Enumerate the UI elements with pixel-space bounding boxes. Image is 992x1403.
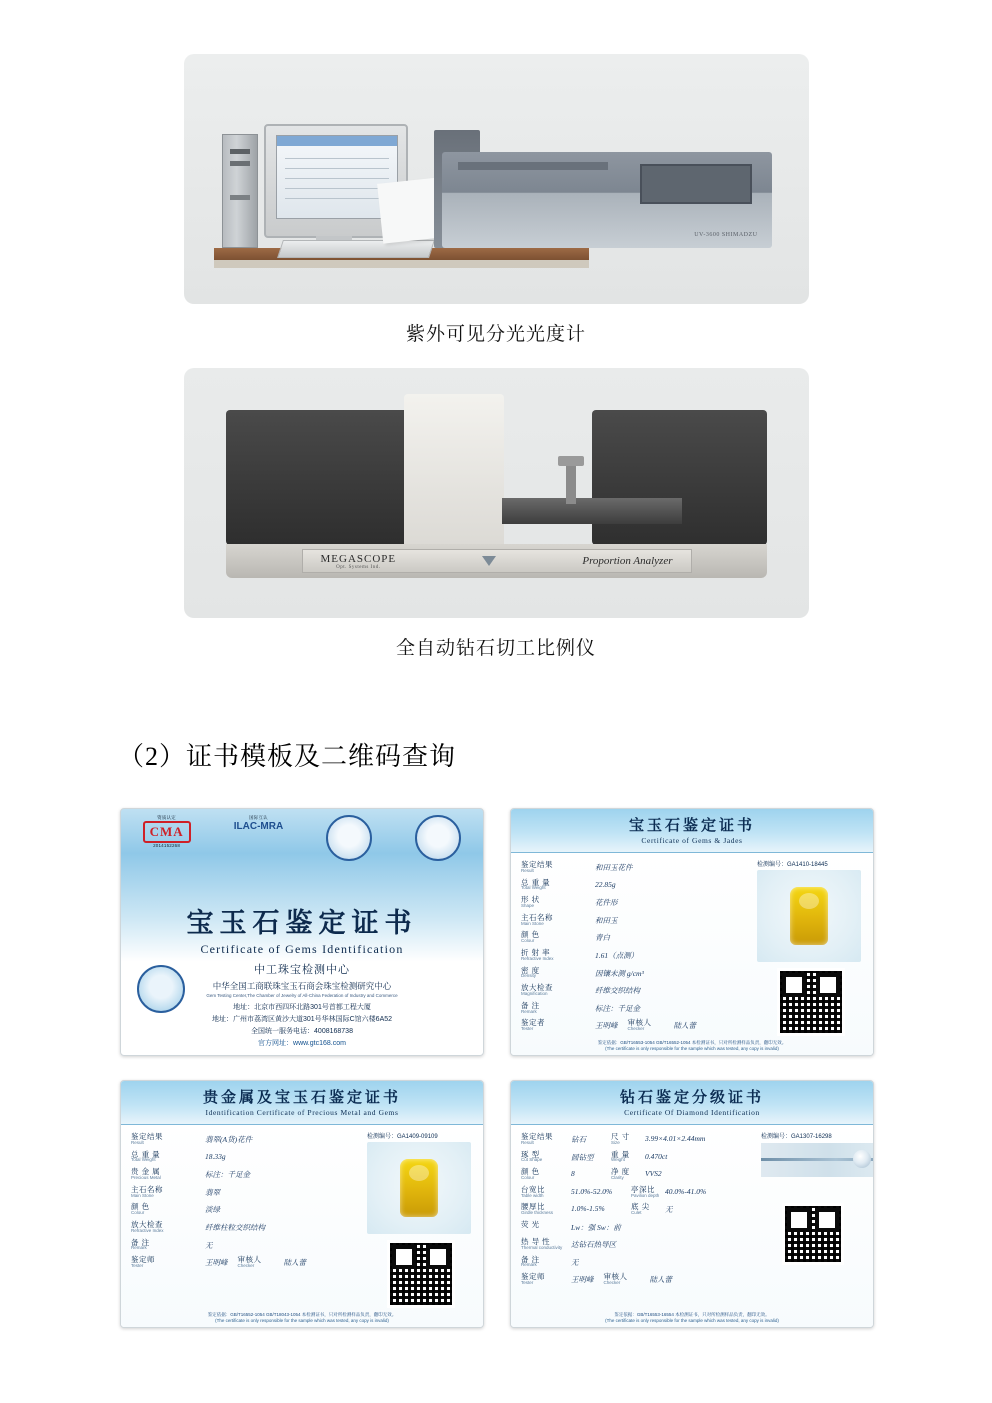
cert2-value-remark: 标注：千足金 bbox=[595, 1003, 640, 1013]
cert4-label-size-en: Size bbox=[611, 1139, 620, 1145]
cert2-body bbox=[511, 853, 873, 1055]
analyzer-sample-post bbox=[566, 464, 576, 504]
cert2-value-checker: 陆人蕾 bbox=[673, 1021, 696, 1031]
cert3-body bbox=[121, 1125, 483, 1327]
cert4-label-weight-en: Weight bbox=[611, 1157, 625, 1163]
cert4-header bbox=[511, 1081, 873, 1125]
cert3-row-magnification bbox=[131, 1221, 367, 1234]
certificate-precious-metal bbox=[120, 1080, 484, 1328]
cert4-label-remark-en: Remark bbox=[521, 1262, 537, 1268]
cert2-row-ri bbox=[521, 949, 749, 962]
keyboard bbox=[277, 240, 435, 258]
cert4-value-culet: 无 bbox=[665, 1205, 673, 1215]
cnas-seal-icon-1 bbox=[326, 815, 372, 861]
cert2-fields bbox=[521, 861, 749, 1037]
cert4-value-table: 51.0%-52.0% bbox=[571, 1186, 613, 1196]
cert4-sample-photo bbox=[761, 1143, 874, 1177]
cert3-label-checker: 审核人 bbox=[237, 1255, 262, 1265]
certificate-diamond bbox=[510, 1080, 874, 1328]
diamond-icon bbox=[482, 556, 496, 566]
cert4-label-table-en: Table width bbox=[521, 1192, 544, 1198]
cert2-label-density: 密 度 bbox=[521, 965, 540, 975]
cert3-footer-cn: 鉴定依据：GB/T16552-1054 GB/T18043-1054 本检测证书，只对所检测样品负责，翻印无效。 bbox=[207, 1312, 397, 1317]
diamond-stone-image bbox=[853, 1150, 871, 1168]
cert4-value-tester: 王明峰 bbox=[571, 1275, 594, 1285]
cert4-label-cut: 琢 型 bbox=[521, 1149, 540, 1159]
certificate-gems-jades bbox=[510, 808, 874, 1056]
cert4-right-pane bbox=[761, 1131, 865, 1265]
sample-lid bbox=[458, 162, 608, 170]
qr-code[interactable] bbox=[777, 968, 845, 1036]
cover-address-1: 地址：北京市西四环北路301号首都工程大厦 bbox=[233, 1004, 371, 1011]
cert2-test-no-label: 检测编号： bbox=[757, 862, 788, 868]
cert4-value-clarity: VVS2 bbox=[645, 1169, 662, 1179]
spectrophotometer-body bbox=[442, 152, 772, 248]
cert3-value-mainstone: 翡翠 bbox=[205, 1187, 220, 1197]
cert4-title-en: Certificate Of Diamond Identification bbox=[624, 1108, 760, 1117]
cert2-label-density-en: Density bbox=[521, 973, 537, 979]
cert2-row-weight bbox=[521, 879, 749, 892]
cert3-label-magnification-en: Refractive Index bbox=[131, 1227, 164, 1233]
cert3-value-magnification: 纤维柱粒交织结构 bbox=[205, 1222, 265, 1232]
cert2-label-remark: 备 注 bbox=[521, 1000, 540, 1010]
cert3-label-metal-en: Precious Metal bbox=[131, 1175, 161, 1181]
cert4-test-no: GA1307-16298 bbox=[791, 1134, 832, 1140]
cert4-row-result-size bbox=[521, 1133, 767, 1146]
cert2-header bbox=[511, 809, 873, 853]
cert2-label-checker: 审核人 bbox=[627, 1018, 652, 1028]
cert4-label-weight: 重 量 bbox=[611, 1149, 630, 1159]
cert4-label-thermal-en: Thermal conductivity bbox=[521, 1244, 563, 1250]
cert2-row-mainstone bbox=[521, 914, 749, 927]
cert3-label-magnification: 放大检查 bbox=[131, 1219, 163, 1229]
photo-caption-proportion-analyzer: 全自动钻石切工比例仪 bbox=[395, 638, 596, 659]
cert3-row-signatures bbox=[131, 1256, 367, 1269]
cert4-value-girdle: 1.0%-1.5% bbox=[571, 1204, 605, 1214]
cert3-fields bbox=[131, 1133, 367, 1274]
cert3-right-pane bbox=[367, 1131, 475, 1308]
bench-edge bbox=[214, 260, 589, 268]
cert2-title-en: Certificate of Gems & Jades bbox=[641, 836, 743, 845]
badge-cma bbox=[143, 815, 191, 848]
cert4-footer bbox=[511, 1312, 873, 1323]
cert3-label-result-en: Result bbox=[131, 1139, 144, 1145]
cert4-value-result: 钻石 bbox=[571, 1135, 586, 1144]
cert4-label-girdle-en: Girdle thickness bbox=[521, 1210, 554, 1216]
spectrophotometer-photo bbox=[184, 54, 809, 304]
cert2-row-remark bbox=[521, 1002, 749, 1015]
cma-code: 2014152268 bbox=[153, 843, 181, 848]
cover-seal-icon bbox=[137, 965, 185, 1013]
cert3-test-no-label: 检测编号： bbox=[367, 1134, 398, 1140]
cert3-value-result: 翡翠(A货)花件 bbox=[205, 1135, 253, 1144]
cert4-label-table: 台宽比 bbox=[521, 1184, 545, 1194]
cert4-row-thermal bbox=[521, 1238, 767, 1251]
cert3-label-remark: 备 注 bbox=[131, 1237, 150, 1247]
cert4-label-culet-en: Culet bbox=[631, 1210, 642, 1216]
cert3-label-mainstone: 主石名称 bbox=[131, 1184, 163, 1194]
cert4-label-fluorescence: 荧 光 bbox=[521, 1219, 540, 1229]
cert3-footer bbox=[121, 1312, 483, 1323]
cert3-value-metal: 标注：千足金 bbox=[205, 1170, 250, 1180]
photo-block-proportion-analyzer bbox=[0, 368, 992, 660]
proportion-analyzer-photo bbox=[184, 368, 809, 618]
cert2-label-colour: 颜 色 bbox=[521, 930, 540, 940]
cert4-row-fluorescence bbox=[521, 1221, 767, 1233]
cert2-label-remark-en: Remark bbox=[521, 1008, 537, 1014]
cert3-header bbox=[121, 1081, 483, 1125]
cert4-label-girdle: 腰厚比 bbox=[521, 1202, 545, 1212]
cert4-label-pavilion: 亭深比 bbox=[631, 1184, 655, 1194]
cert2-footer bbox=[511, 1040, 873, 1051]
screen-header-bar bbox=[277, 136, 397, 146]
analyzer-brand-subtext: Opt. Systems Ind. bbox=[336, 564, 381, 570]
analyzer-left-housing bbox=[226, 410, 421, 545]
cert4-label-culet: 底 尖 bbox=[631, 1202, 650, 1212]
cert2-value-mainstone: 和田玉 bbox=[595, 915, 618, 925]
cert4-value-fluorescence: Lw：强 Sw：前 bbox=[571, 1222, 621, 1232]
cert3-label-result: 鉴定结果 bbox=[131, 1132, 163, 1141]
cert3-row-remark bbox=[131, 1239, 367, 1252]
cert2-footer-en: (The certificate is only responsible for the sample which was tested, any copy is invalid) bbox=[605, 1046, 779, 1051]
cert4-row-remark bbox=[521, 1256, 767, 1269]
cover-hotline: 全国统一服务电话：4008168738 bbox=[251, 1028, 353, 1035]
photo-block-spectrophotometer bbox=[0, 54, 992, 346]
cert4-value-cut: 圆钻型 bbox=[571, 1152, 594, 1162]
cert4-label-checker-en: Checker bbox=[603, 1280, 621, 1286]
cert3-label-tester: 鉴定师 bbox=[131, 1255, 155, 1265]
cert3-value-tester: 王明峰 bbox=[205, 1258, 228, 1268]
cert2-title-cn: 宝玉石鉴定证书 bbox=[628, 818, 755, 834]
cover-badges bbox=[121, 815, 483, 866]
cert4-label-clarity-en: Clarity bbox=[611, 1175, 624, 1181]
cert2-label-result-en: Result bbox=[521, 867, 534, 873]
cert3-value-weight: 18.33g bbox=[205, 1151, 226, 1161]
cover-org-name2: 中华全国工商联珠宝玉石商会珠宝检测研究中心 bbox=[212, 981, 392, 991]
cert3-label-tester-en: Tester bbox=[131, 1263, 144, 1269]
cert4-label-colour: 颜 色 bbox=[521, 1167, 540, 1177]
cert2-value-tester: 王明峰 bbox=[595, 1021, 618, 1031]
cert4-row-colour-clarity bbox=[521, 1168, 767, 1181]
certificate-grid bbox=[120, 808, 872, 1328]
cert2-footer-cn: 鉴定依据：GB/T16553-1054 GB/T16552-1054 本检测证书，只对所检测样品负责，翻印无效。 bbox=[597, 1040, 787, 1045]
cert3-value-remark: 无 bbox=[205, 1240, 213, 1250]
ilac-mra-logo: ILAC-MRA bbox=[233, 821, 284, 832]
cert2-value-density: 因镶未测 g/cm³ bbox=[595, 968, 644, 978]
section-title: （2）证书模板及二维码查询 bbox=[118, 742, 457, 771]
cert2-label-checker-en: Checker bbox=[627, 1026, 645, 1032]
qr-code[interactable] bbox=[387, 1240, 455, 1308]
cert4-label-tester: 鉴定师 bbox=[521, 1272, 545, 1282]
cert4-label-result-en: Result bbox=[521, 1139, 534, 1145]
cert3-label-colour: 颜 色 bbox=[131, 1202, 150, 1212]
cert4-value-thermal: 达钻石热导区 bbox=[571, 1239, 616, 1249]
control-panel bbox=[640, 164, 752, 204]
badge-ilac-caption: 国际互认 bbox=[249, 815, 268, 820]
cert2-sample-photo bbox=[757, 870, 861, 962]
cert3-row-result bbox=[131, 1133, 367, 1146]
cover-org-name: 中工珠宝检测中心 bbox=[254, 964, 350, 976]
cert2-label-magnification-en: Magnification bbox=[521, 991, 548, 997]
cert4-label-size: 尺 寸 bbox=[611, 1132, 630, 1141]
cert4-test-no-label: 检测编号： bbox=[761, 1134, 792, 1140]
qr-code[interactable] bbox=[782, 1203, 844, 1265]
cert2-label-ri-en: Refractive Index bbox=[521, 955, 554, 961]
cert2-label-weight: 总 重 量 bbox=[521, 877, 551, 887]
cert2-label-weight-en: Total Weight bbox=[521, 885, 546, 891]
cma-logo: CMA bbox=[143, 821, 191, 843]
cert4-label-remark: 备 注 bbox=[521, 1254, 540, 1264]
analyzer-brand bbox=[321, 553, 397, 570]
cert2-label-mainstone: 主石名称 bbox=[521, 912, 553, 922]
cert4-title-cn: 钻石鉴定分级证书 bbox=[619, 1090, 764, 1106]
cert3-row-colour bbox=[131, 1203, 367, 1216]
cert3-label-checker-en: Checker bbox=[237, 1263, 255, 1269]
cert4-body bbox=[511, 1125, 873, 1327]
cert2-row-magnification bbox=[521, 984, 749, 997]
cert2-value-shape: 花件形 bbox=[595, 898, 618, 908]
jade-pendant-image bbox=[790, 887, 828, 945]
cover-website: 官方网址：www.gtc168.com bbox=[258, 1040, 346, 1047]
cert2-row-result bbox=[521, 861, 749, 874]
cert3-test-no: GA1409-09109 bbox=[397, 1134, 438, 1140]
cert4-value-remark: 无 bbox=[571, 1257, 579, 1267]
cover-title-cn: 宝玉石鉴定证书 bbox=[186, 908, 418, 938]
cert4-fields bbox=[521, 1133, 767, 1291]
cover-org-name-en: Gem Testing Center,The Chamber of Jewelry of All-China Federation of Industry and Commerce bbox=[206, 993, 398, 998]
cert4-label-clarity: 净 度 bbox=[611, 1167, 630, 1177]
cert4-value-pavilion: 40.0%-41.0% bbox=[665, 1186, 707, 1196]
cert4-label-cut-en: Cut Shape bbox=[521, 1157, 543, 1163]
cert2-test-no: GA1410-18445 bbox=[787, 862, 828, 868]
cert2-label-colour-en: Colour bbox=[521, 938, 535, 944]
cert3-title-cn: 贵金属及宝玉石鉴定证书 bbox=[202, 1090, 401, 1106]
jadeite-pendant-image bbox=[400, 1159, 438, 1217]
cert2-label-shape: 形 状 bbox=[521, 895, 540, 905]
cover-address-2: 地址：广州市荔湾区黄沙大道301号华林国际C馆六楼6A52 bbox=[211, 1016, 393, 1023]
cert4-value-colour: 8 bbox=[571, 1169, 575, 1179]
cert3-label-weight: 总 重 量 bbox=[131, 1149, 161, 1159]
badge-cnas-2 bbox=[415, 815, 461, 866]
cert2-row-colour bbox=[521, 931, 749, 944]
cert2-label-tester-en: Tester bbox=[521, 1026, 534, 1032]
cert3-row-mainstone bbox=[131, 1186, 367, 1199]
cert4-label-colour-en: Colour bbox=[521, 1175, 535, 1181]
cert3-sample-photo bbox=[367, 1142, 471, 1234]
cert4-row-girdle-culet bbox=[521, 1203, 767, 1216]
cert2-value-result: 和田玉花件 bbox=[595, 863, 633, 872]
cert3-label-remark-en: Remark bbox=[131, 1245, 147, 1251]
cert2-value-magnification: 纤维交织结构 bbox=[595, 986, 640, 996]
cert4-row-table-pavilion bbox=[521, 1186, 767, 1199]
analyzer-center-column bbox=[404, 394, 504, 564]
cert2-row-signatures bbox=[521, 1019, 749, 1032]
cover-title-en: Certificate of Gems Identification bbox=[200, 942, 404, 956]
cert4-label-tester-en: Tester bbox=[521, 1280, 534, 1286]
cert2-row-shape bbox=[521, 896, 749, 909]
device-model-label: UV-3600 SHIMADZU bbox=[694, 232, 758, 238]
photo-caption-spectrophotometer: 紫外可见分光光度计 bbox=[405, 324, 586, 345]
cert3-label-mainstone-en: Main Stone bbox=[131, 1192, 154, 1198]
cert2-label-result: 鉴定结果 bbox=[521, 860, 553, 869]
cert2-label-ri: 折 射 率 bbox=[521, 947, 551, 957]
cert4-label-result: 鉴定结果 bbox=[521, 1132, 553, 1141]
cert3-title-en: Identification Certificate of Precious Metal and Gems bbox=[205, 1108, 399, 1117]
badge-ilac bbox=[234, 815, 283, 832]
cert2-label-mainstone-en: Main Stone bbox=[521, 920, 544, 926]
cert3-row-weight bbox=[131, 1151, 367, 1164]
cert2-value-colour: 青白 bbox=[595, 933, 610, 943]
analyzer-nameplate bbox=[302, 549, 692, 573]
analyzer-brand-text: MEGASCOPE bbox=[320, 552, 397, 565]
cert2-row-density bbox=[521, 967, 749, 980]
analyzer-model: Proportion Analyzer bbox=[582, 555, 673, 567]
cert4-value-size: 3.99×4.01×2.44mm bbox=[645, 1134, 706, 1143]
cert4-row-signatures bbox=[521, 1273, 767, 1286]
cert4-footer-cn: 鉴定依据：GB/T16553-16554 本检测证书，只对所检测样品负责，翻印无效。 bbox=[614, 1312, 770, 1317]
cert4-label-pavilion-en: Pavilion depth bbox=[631, 1192, 660, 1198]
cert3-label-colour-en: Colour bbox=[131, 1210, 145, 1216]
badge-cnas-1 bbox=[326, 815, 372, 866]
certificate-cover bbox=[120, 808, 484, 1056]
cnas-seal-icon-2 bbox=[415, 815, 461, 861]
cert2-label-tester: 鉴定者 bbox=[521, 1018, 545, 1028]
cover-title bbox=[121, 901, 483, 957]
analyzer-stage bbox=[502, 498, 682, 524]
cert2-label-magnification: 放大检查 bbox=[521, 983, 553, 993]
computer-tower bbox=[222, 134, 258, 248]
cert3-value-colour: 淡绿 bbox=[205, 1205, 220, 1215]
cert2-label-shape-en: Shape bbox=[521, 903, 535, 909]
cert4-value-weight: 0.470ct bbox=[645, 1151, 668, 1161]
cert4-label-thermal: 热 导 性 bbox=[521, 1236, 551, 1246]
badge-cma-caption: 资质认定 bbox=[157, 815, 176, 820]
cert3-footer-en: (The certificate is only responsible for the sample which was tested, any copy is invalid) bbox=[215, 1318, 389, 1323]
cert2-right-pane bbox=[757, 859, 865, 1036]
cert3-row-metal bbox=[131, 1168, 367, 1181]
cert2-value-ri: 1.61（点测） bbox=[595, 950, 639, 960]
cert4-value-checker: 陆人蕾 bbox=[649, 1275, 672, 1285]
cert4-footer-en: (The certificate is only responsible for the sample which was tested, any copy is invalid) bbox=[605, 1318, 779, 1323]
analyzer-right-housing bbox=[592, 410, 767, 545]
cert3-value-checker: 陆人蕾 bbox=[283, 1258, 306, 1268]
cert4-label-checker: 审核人 bbox=[603, 1272, 628, 1282]
cert4-row-cut-weight bbox=[521, 1151, 767, 1164]
cert3-label-weight-en: Total Weight bbox=[131, 1157, 156, 1163]
cert2-value-weight: 22.85g bbox=[595, 879, 616, 889]
cert3-label-metal: 贵 金 属 bbox=[131, 1167, 161, 1177]
